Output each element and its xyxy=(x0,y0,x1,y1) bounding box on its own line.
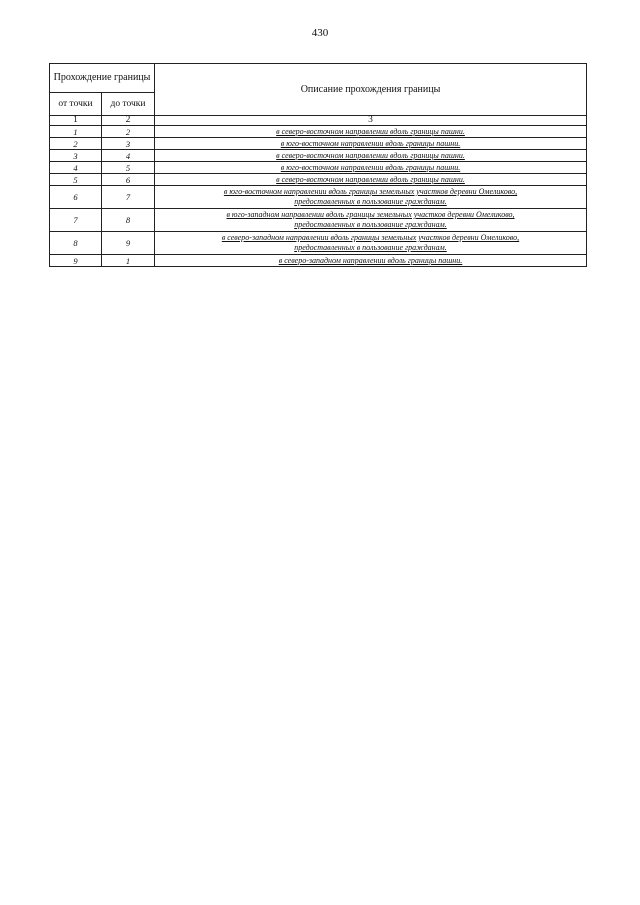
description-cell xyxy=(155,174,587,186)
header-from-point: от точки xyxy=(50,93,102,116)
page-number: 430 xyxy=(311,27,329,39)
description-cell xyxy=(155,162,587,174)
to-point-cell: 8 xyxy=(102,209,155,232)
description-line: в северо-восточном направлении вдоль границы пашни. xyxy=(276,126,465,136)
description-cell xyxy=(155,255,587,267)
to-point-cell: 5 xyxy=(102,162,155,174)
description-line: в северо-восточном направлении вдоль границы пашни. xyxy=(276,174,465,184)
header-boundary-passage: Прохождение границы xyxy=(50,64,155,93)
to-point-cell: 7 xyxy=(102,186,155,209)
description-cell xyxy=(155,126,587,138)
table-row xyxy=(50,174,587,186)
table-row xyxy=(50,255,587,267)
from-point-cell: 5 xyxy=(50,174,102,186)
description-line: в юго-восточном направлении вдоль границы пашни. xyxy=(280,162,461,172)
table-row xyxy=(50,126,587,138)
description-line: в северо-восточном направлении вдоль границы пашни. xyxy=(276,150,465,160)
table-row xyxy=(50,138,587,150)
column-number: 2 xyxy=(102,116,155,126)
table-row xyxy=(50,232,587,255)
to-point-cell: 1 xyxy=(102,255,155,267)
to-point-cell: 4 xyxy=(102,150,155,162)
description-line: в северо-западном направлении вдоль границы земельных участков деревни Омеликово, xyxy=(221,233,520,242)
table-row xyxy=(50,186,587,209)
from-point-cell: 2 xyxy=(50,138,102,150)
description-cell xyxy=(155,150,587,162)
table-row xyxy=(50,209,587,232)
from-point-cell: 1 xyxy=(50,126,102,138)
description-line: предоставленных в пользование гражданам. xyxy=(294,197,447,206)
table-row xyxy=(50,162,587,174)
from-point-cell: 3 xyxy=(50,150,102,162)
description-line: предоставленных в пользование гражданам. xyxy=(294,220,447,229)
table-row xyxy=(50,150,587,162)
description-cell xyxy=(155,186,587,209)
boundary-table xyxy=(49,63,587,267)
from-point-cell: 7 xyxy=(50,209,102,232)
from-point-cell: 4 xyxy=(50,162,102,174)
description-line: в юго-восточном направлении вдоль границы пашни. xyxy=(280,138,461,148)
description-line: в северо-западном направлении вдоль границы пашни. xyxy=(278,255,463,265)
to-point-cell: 9 xyxy=(102,232,155,255)
description-cell xyxy=(155,209,587,232)
from-point-cell: 9 xyxy=(50,255,102,267)
column-number-row xyxy=(50,116,587,126)
description-line: в юго-восточном направлении вдоль границы земельных участков деревни Омеликово, xyxy=(223,187,518,196)
from-point-cell: 6 xyxy=(50,186,102,209)
description-cell xyxy=(155,232,587,255)
to-point-cell: 2 xyxy=(102,126,155,138)
header-to-point: до точки xyxy=(102,93,155,116)
to-point-cell: 3 xyxy=(102,138,155,150)
description-line: предоставленных в пользование гражданам. xyxy=(294,243,447,252)
from-point-cell: 8 xyxy=(50,232,102,255)
description-cell xyxy=(155,138,587,150)
description-line: в юго-западном направлении вдоль границы земельных участков деревни Омеликово, xyxy=(226,210,515,219)
column-number: 1 xyxy=(50,116,102,126)
to-point-cell: 6 xyxy=(102,174,155,186)
column-number: 3 xyxy=(155,116,587,126)
header-boundary-description: Описание прохождения границы xyxy=(155,64,587,116)
